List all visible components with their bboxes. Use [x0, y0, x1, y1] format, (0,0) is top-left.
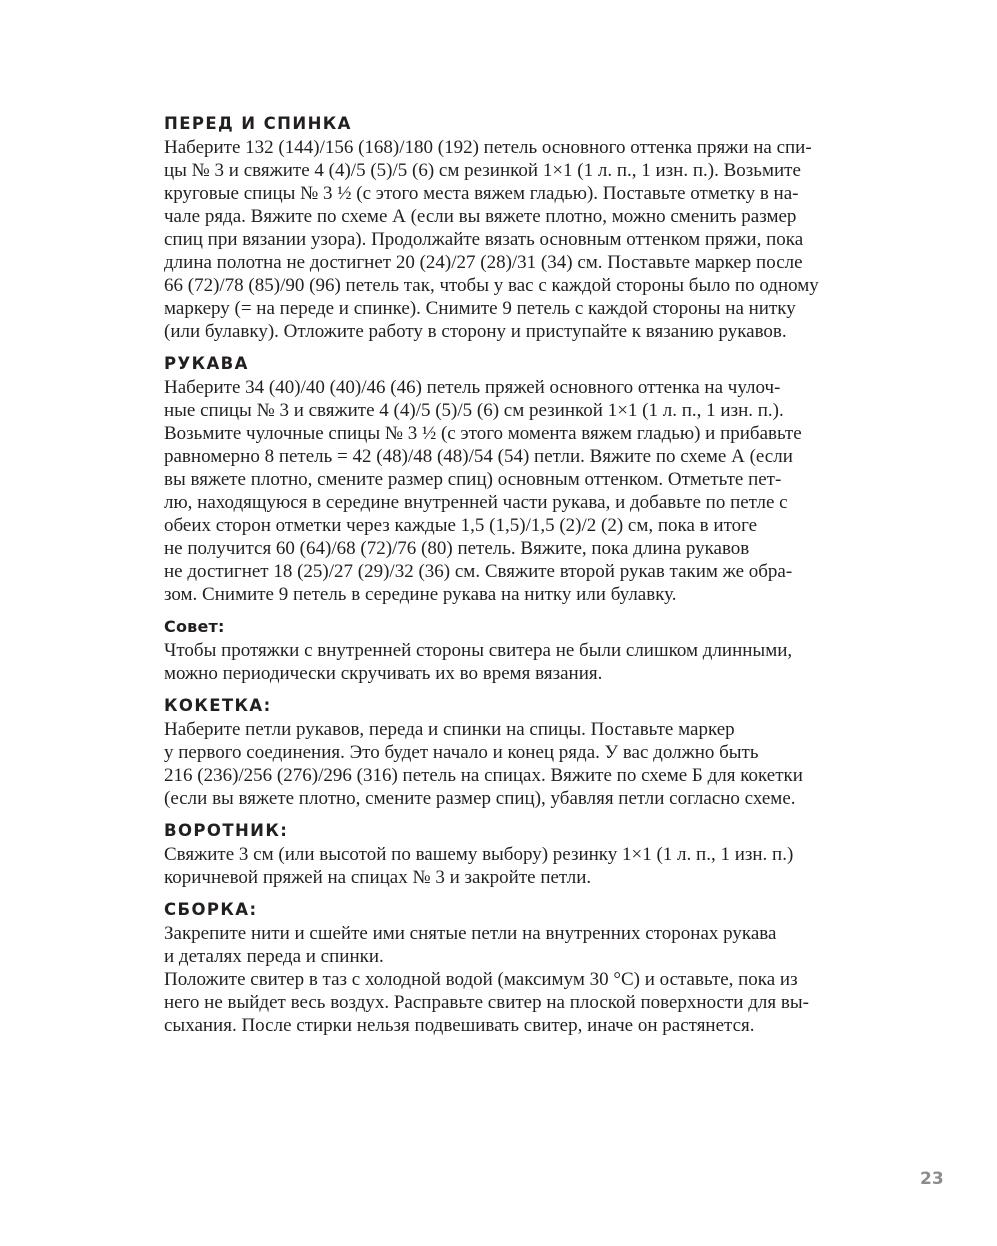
text-line: коричневой пряжей на спицах № 3 и закройте петли. [164, 867, 592, 888]
text-line: вы вяжете плотно, смените размер спиц) основным оттенком. Отметьте пет- [164, 469, 782, 490]
text-line: сыхания. После стирки нельзя подвешивать свитер, иначе он растянется. [164, 1015, 755, 1036]
section-yoke [164, 694, 864, 810]
page-content [164, 112, 864, 1037]
text-line: можно периодически скручивать их во время вязания. [164, 663, 603, 684]
text-line: и деталях переда и спинки. [164, 946, 384, 967]
section-sleeves [164, 352, 864, 606]
text-line: цы № 3 и свяжите 4 (4)/5 (5)/5 (6) см резинкой 1×1 (1 л. п., 1 изн. п.). Возьмите [164, 160, 801, 181]
section-heading: КОКЕТКА: [164, 696, 272, 715]
text-line: у первого соединения. Это будет начало и конец ряда. У вас должно быть [164, 742, 759, 763]
section-paragraph [164, 922, 864, 1037]
section-front-back [164, 112, 864, 343]
text-line: не достигнет 18 (25)/27 (29)/32 (36) см. Свяжите второй рукав таким же обра- [164, 561, 793, 582]
section-assembly [164, 898, 864, 1037]
tip-heading: Совет: [164, 617, 225, 636]
page-number: 23 [920, 1169, 944, 1189]
text-line: Закрепите нити и сшейте ими снятые петли на внутренних сторонах рукава [164, 923, 777, 944]
text-line: ные спицы № 3 и свяжите 4 (4)/5 (5)/5 (6) см резинкой 1×1 (1 л. п., 1 изн. п.). [164, 400, 784, 421]
text-line: круговые спицы № 3 ½ (с этого места вяжем гладью). Поставьте отметку в на- [164, 183, 799, 204]
text-line: Положите свитер в таз с холодной водой (максимум 30 °С) и оставьте, пока из [164, 969, 798, 990]
text-line: зом. Снимите 9 петель в середине рукава на нитку или булавку. [164, 584, 677, 605]
section-paragraph [164, 843, 864, 889]
section-heading: СБОРКА: [164, 900, 258, 919]
section-collar [164, 819, 864, 889]
text-line: (или булавку). Отложите работу в сторону и приступайте к вязанию рукавов. [164, 321, 787, 342]
text-line: Наберите 34 (40)/40 (40)/46 (46) петель пряжей основного оттенка на чулоч- [164, 377, 781, 398]
text-line: обеих сторон отметки через каждые 1,5 (1,5)/1,5 (2)/2 (2) см, пока в итоге [164, 515, 758, 536]
section-paragraph [164, 639, 864, 685]
text-line: Наберите 132 (144)/156 (168)/180 (192) петель основного оттенка пряжи на спи- [164, 137, 812, 158]
section-heading: ПЕРЕД И СПИНКА [164, 114, 352, 133]
text-line: него не выйдет весь воздух. Расправьте свитер на плоской поверхности для вы- [164, 992, 809, 1013]
text-line: Наберите петли рукавов, переда и спинки на спицы. Поставьте маркер [164, 719, 735, 740]
text-line: равномерно 8 петель = 42 (48)/48 (48)/54 (54) петли. Вяжите по схеме А (если [164, 446, 793, 467]
section-paragraph [164, 718, 864, 810]
text-line: 216 (236)/256 (276)/296 (316) петель на спицах. Вяжите по схеме Б для кокетки [164, 765, 803, 786]
section-heading: РУКАВА [164, 354, 249, 373]
section-paragraph [164, 376, 864, 606]
text-line: чале ряда. Вяжите по схеме А (если вы вяжете плотно, можно сменить размер [164, 206, 797, 227]
text-line: спиц при вязании узора). Продолжайте вязать основным оттенком пряжи, пока [164, 229, 804, 250]
text-line: Возьмите чулочные спицы № 3 ½ (с этого момента вяжем гладью) и прибавьте [164, 423, 802, 444]
text-line: длина полотна не достигнет 20 (24)/27 (28)/31 (34) см. Поставьте маркер после [164, 252, 803, 273]
text-line: (если вы вяжете плотно, смените размер спиц), убавляя петли согласно схеме. [164, 788, 796, 809]
text-line: не получится 60 (64)/68 (72)/76 (80) петель. Вяжите, пока длина рукавов [164, 538, 750, 559]
text-line: 66 (72)/78 (85)/90 (96) петель так, чтобы у вас с каждой стороны было по одному [164, 275, 819, 296]
section-heading: ВОРОТНИК: [164, 821, 289, 840]
text-line: лю, находящуюся в середине внутренней части рукава, и добавьте по петле с [164, 492, 788, 513]
section-paragraph [164, 136, 864, 343]
text-line: маркеру (= на переде и спинке). Снимите 9 петель с каждой стороны на нитку [164, 298, 796, 319]
section-tip [164, 615, 864, 685]
text-line: Свяжите 3 см (или высотой по вашему выбору) резинку 1×1 (1 л. п., 1 изн. п.) [164, 844, 794, 865]
text-line: Чтобы протяжки с внутренней стороны свитера не были слишком длинными, [164, 640, 793, 661]
